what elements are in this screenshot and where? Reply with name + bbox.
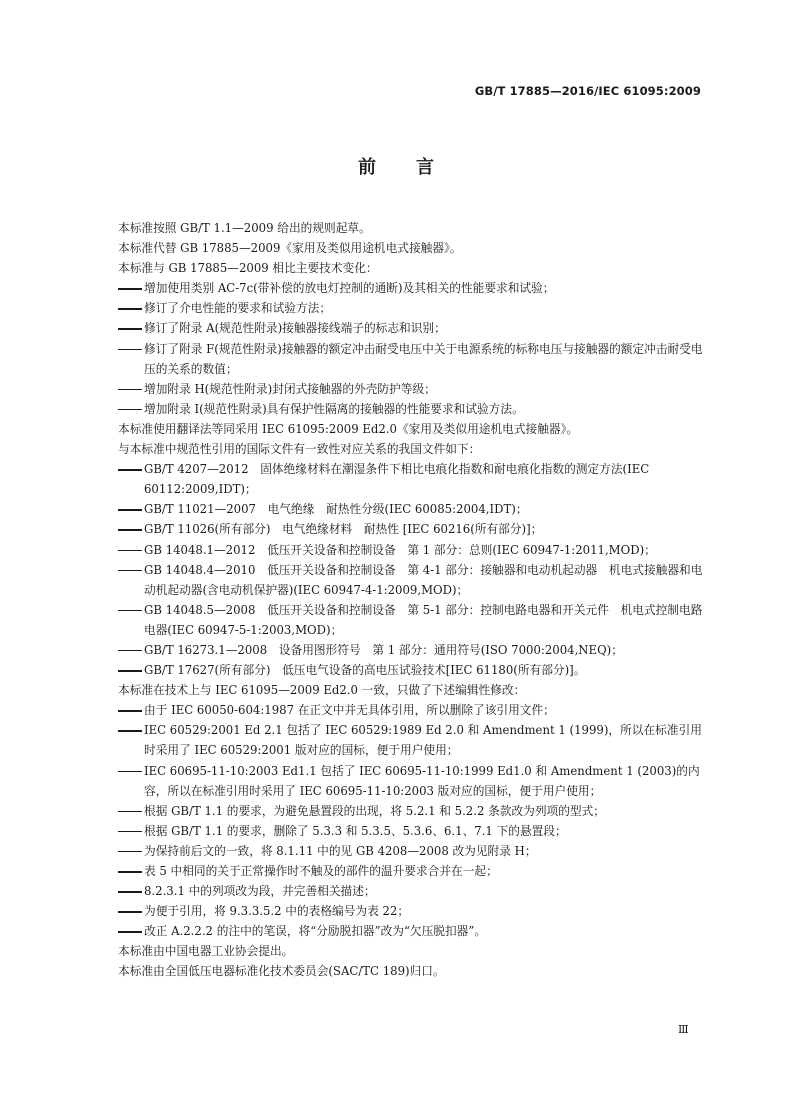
- list-item: 增加附录 I(规范性附录)具有保护性隔离的接触器的性能要求和试验方法。: [118, 399, 704, 419]
- list-item: 为保持前后文的一致，将 8.1.11 中的见 GB 4208—2008 改为见附录 H；: [118, 841, 704, 861]
- list-item: GB/T 11026(所有部分) 电气绝缘材料 耐热性 [IEC 60216(所有部分)]；: [118, 519, 704, 539]
- list-item: 为便于引用，将 9.3.3.5.2 中的表格编号为表 22；: [118, 901, 704, 921]
- list-item: 修订了附录 F(规范性附录)接触器的额定冲击耐受电压中关于电源系统的标称电压与接触器的额定冲击耐受电压的关系的数值；: [118, 339, 704, 379]
- dash-marker: [118, 409, 142, 411]
- list-item: 增加附录 H(规范性附录)封闭式接触器的外壳防护等级；: [118, 379, 704, 399]
- dash-marker: [118, 610, 142, 612]
- paragraph-adoption: 本标准使用翻译法等同采用 IEC 61095:2009 Ed2.0《家用及类似用途机电式接触器》。: [118, 421, 579, 436]
- list-item: GB/T 16273.1—2008 设备用图形符号 第 1 部分：通用符号(ISO 7000:2004,NEQ)；: [118, 640, 704, 660]
- list-item: GB/T 11021—2007 电气绝缘 耐热性分级(IEC 60085:2004,IDT)；: [118, 499, 704, 519]
- dash-marker: [118, 811, 142, 813]
- dash-marker: [118, 730, 142, 732]
- dash-marker: [118, 550, 142, 552]
- foreword-body: [118, 218, 704, 982]
- dash-marker: [118, 328, 142, 330]
- list-item: GB 14048.1—2012 低压开关设备和控制设备 第 1 部分：总则(IEC 60947-1:2011,MOD)；: [118, 540, 704, 560]
- references-list: [118, 459, 704, 680]
- list-item: IEC 60529:2001 Ed 2.1 包括了 IEC 60529:1989 Ed 2.0 和 Amendment 1 (1999)，所以在标准引用时采用了 IEC 60529:2001 版对应的国标，便于用户使用；: [118, 720, 704, 760]
- page-title: 前言: [358, 157, 474, 178]
- dash-marker: [118, 308, 142, 310]
- list-item: 修订了介电性能的要求和试验方法；: [118, 298, 704, 318]
- dash-marker: [118, 509, 142, 511]
- dash-marker: [118, 349, 142, 351]
- list-item: GB 14048.4—2010 低压开关设备和控制设备 第 4-1 部分：接触器和电动机起动器 机电式接触器和电动机起动器(含电动机保护器)(IEC 60947-4-1:2009,MOD)；: [118, 560, 704, 600]
- dash-marker: [118, 911, 142, 913]
- dash-marker: [118, 288, 142, 290]
- dash-marker: [118, 871, 142, 873]
- changes-list: [118, 278, 704, 419]
- dash-marker: [118, 710, 142, 712]
- paragraph-references-intro: 与本标准中规范性引用的国际文件有一致性对应关系的我国文件如下：: [118, 442, 481, 457]
- dash-marker: [118, 891, 142, 893]
- dash-marker: [118, 570, 142, 572]
- list-item: 由于 IEC 60050-604:1987 在正文中并无具体引用，所以删除了该引用文件；: [118, 700, 704, 720]
- list-item: GB/T 17627(所有部分) 低压电气设备的高电压试验技术[IEC 61180(所有部分)]。: [118, 660, 704, 680]
- dash-marker: [118, 771, 142, 773]
- list-item: 增加使用类别 AC-7c(带补偿的放电灯控制的通断)及其相关的性能要求和试验；: [118, 278, 704, 298]
- paragraph-committee: 本标准由全国低压电器标准化技术委员会(SAC/TC 189)归口。: [118, 964, 445, 979]
- page-number: Ⅲ: [678, 1023, 688, 1036]
- edits-list: [118, 700, 704, 941]
- paragraph-drafting-rules: 本标准按照 GB/T 1.1—2009 给出的规则起草。: [118, 221, 371, 235]
- dash-marker: [118, 831, 142, 833]
- dash-marker: [118, 469, 142, 471]
- list-item: 表 5 中相同的关于正常操作时不触及的部件的温升要求合并在一起；: [118, 861, 704, 881]
- dash-marker: [118, 650, 142, 652]
- paragraph-edits-intro: 本标准在技术上与 IEC 61095—2009 Ed2.0 一致，只做了下述编辑性修改：: [118, 683, 526, 698]
- dash-marker: [118, 931, 142, 933]
- list-item: 修订了附录 A(规范性附录)接触器接线端子的标志和识别；: [118, 318, 704, 338]
- list-item: 改正 A.2.2.2 的注中的笔误，将“分励脱扣器”改为“欠压脱扣器”。: [118, 921, 704, 941]
- paragraph-proposer: 本标准由中国电器工业协会提出。: [118, 944, 294, 959]
- dash-marker: [118, 851, 142, 853]
- list-item: IEC 60695-11-10:2003 Ed1.1 包括了 IEC 60695-11-10:1999 Ed1.0 和 Amendment 1 (2003)的内容，所以在标准引用时采用了 IEC 60695-11-10:2003 版对应的国标，便于用户使用；: [118, 761, 704, 801]
- paragraph-changes-intro: 本标准与 GB 17885—2009 相比主要技术变化：: [118, 261, 378, 276]
- dash-marker: [118, 389, 142, 391]
- standard-number-header: GB/T 17885—2016/IEC 61095:2009: [474, 84, 701, 98]
- dash-marker: [118, 529, 142, 531]
- list-item: GB 14048.5—2008 低压开关设备和控制设备 第 5-1 部分：控制电路电器和开关元件 机电式控制电路电器(IEC 60947-5-1:2003,MOD)；: [118, 600, 704, 640]
- list-item: 8.2.3.1 中的列项改为段，并完善相关描述；: [118, 881, 704, 901]
- list-item: GB/T 4207—2012 固体绝缘材料在潮湿条件下相比电痕化指数和耐电痕化指数的测定方法(IEC 60112:2009,IDT)；: [118, 459, 704, 499]
- list-item: 根据 GB/T 1.1 的要求，删除了 5.3.3 和 5.3.5、5.3.6、6.1、7.1 下的悬置段；: [118, 821, 704, 841]
- paragraph-replaces: 本标准代替 GB 17885—2009《家用及类似用途机电式接触器》。: [118, 241, 462, 256]
- dash-marker: [118, 670, 142, 672]
- list-item: 根据 GB/T 1.1 的要求，为避免悬置段的出现，将 5.2.1 和 5.2.2 条款改为列项的型式；: [118, 801, 704, 821]
